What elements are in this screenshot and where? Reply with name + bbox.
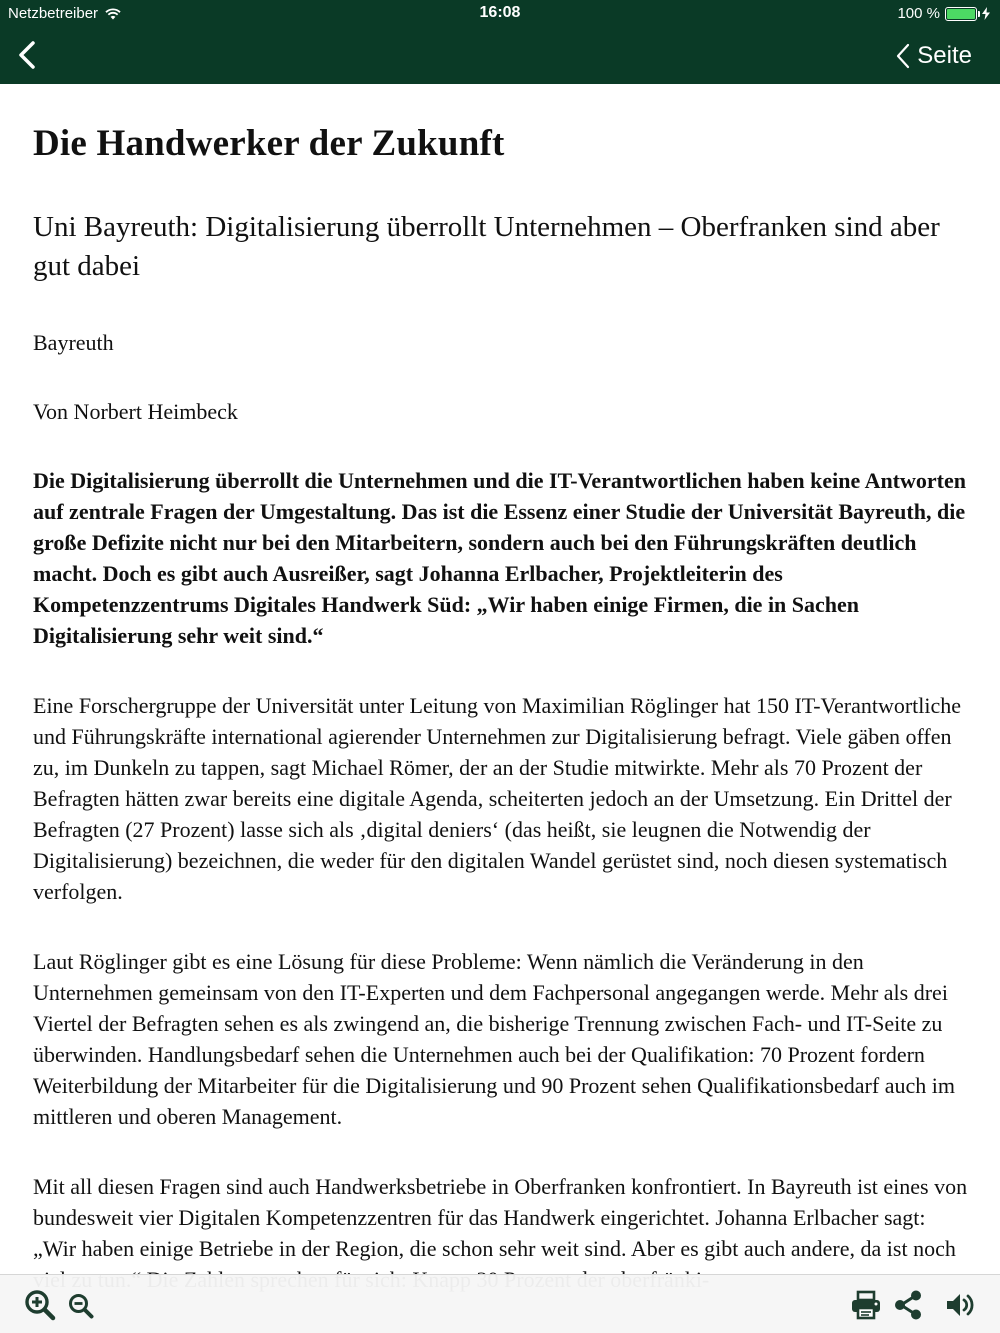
article (33, 118, 973, 1295)
article-paragraph: Mit all diesen Fragen sind auch Handwerksbetriebe in Oberfranken konfrontiert. In Bayreuth ist eines von bundesweit vier Digitalen Kompetenzzentren für das Handwerk eingerichtet. Johanna Erlbacher sagt: „Wir haben einige Betriebe in der Region, die schon sehr weit sind. Aber es gibt auch andere, da ist noch (33, 1174, 968, 1261)
status-bar (0, 0, 1000, 28)
article-paragraph: Laut Röglinger gibt es eine Lösung für diese Probleme: Wenn nämlich die Veränderung in den Unternehmen gemeinsam von den IT-Experten und dem Fachpersonal angegangen werde. Mehr als drei Viertel der Befragten sehen es als zwingend an, die bisherige Trennung zwischen Fach- und IT-Seite zu überwinden. Handlungsbedarf sehen die Unternehmen auch bei der Qualifikation: 70 Prozent fordern Weiterbildung der Mitarbeiter für die Digitalisierung und 90 Prozent sehen Qualifikationsbedarf auch im mittleren und oberen Management. (33, 949, 955, 1129)
page-button-label: Seite (917, 42, 972, 69)
share-icon (892, 1289, 924, 1321)
chevron-left-icon (12, 38, 48, 74)
print-button[interactable] (850, 1289, 882, 1321)
zoom-out-icon (68, 1293, 94, 1319)
article-lead: Die Digitalisierung überrollt die Unternehmen und die IT-Verantwortlichen haben keine Antworten auf zentrale Fragen der Umgestaltung. Das ist die Essenz einer Studie der Universität Bayreuth, die große Defizite nicht nur bei den Mitarbeitern, sondern auch bei den Führungskräften deutlich macht. Doch es gibt auch Ausreißer, sagt Johanna Erlbacher, Projektleiterin des Kompetenzzentrums Digitales Handwerk Süd: „Wir haben einige Firmen, die in Sachen Digitalisierung sehr weit sind.“ (33, 468, 966, 648)
article-dateline: Bayreuth (33, 330, 114, 355)
article-subheadline: Uni Bayreuth: Digitalisierung überrollt Unternehmen – Oberfranken sind aber gut dabei (33, 211, 940, 282)
speaker-icon (944, 1289, 976, 1321)
clock: 16:08 (479, 4, 521, 21)
zoom-in-icon (24, 1289, 56, 1321)
battery-icon (945, 7, 977, 21)
share-button[interactable] (892, 1289, 924, 1321)
back-button[interactable] (12, 38, 48, 74)
printer-icon (850, 1289, 882, 1321)
nav-bar (0, 28, 1000, 84)
read-aloud-button[interactable] (944, 1289, 976, 1321)
zoom-out-button[interactable] (68, 1293, 94, 1319)
page-button[interactable] (895, 38, 972, 74)
carrier-label: Netzbetreiber (8, 5, 99, 22)
battery-percent: 100 % (897, 5, 940, 22)
battery-area (897, 5, 990, 22)
article-paragraph: Eine Forschergruppe der Universität unter Leitung von Maximilian Röglinger hat 150 IT-Verantwortliche und Führungskräfte international agierender Unternehmen zur Digitalisierung befragt. Viele gäben offen zu, im Dunkeln zu tappen, sagt Michael Römer, der an der Studie mitwirkte. Mehr als 70 Prozent der Befragten hätten zwar bereits eine digitale Agenda, scheiterten jedoch an der Umsetzung. Ein Drittel der Befragten (27 Prozent) lasse sich als ‚digital deniers‘ (das heißt, sie leugnen die Notwendig der Digitalisierung) bezeichnen, die weder für den digitalen Wandel gerüstet sind, noch diesen systematisch verfolgen. (33, 693, 962, 904)
top-bar (0, 0, 1000, 84)
charging-icon (982, 7, 990, 20)
article-headline: Die Handwerker der Zukunft (33, 123, 505, 164)
article-byline: Von Norbert Heimbeck (33, 399, 238, 424)
bottom-toolbar (0, 1274, 1000, 1333)
chevron-left-icon (895, 42, 911, 70)
zoom-in-button[interactable] (24, 1289, 56, 1321)
